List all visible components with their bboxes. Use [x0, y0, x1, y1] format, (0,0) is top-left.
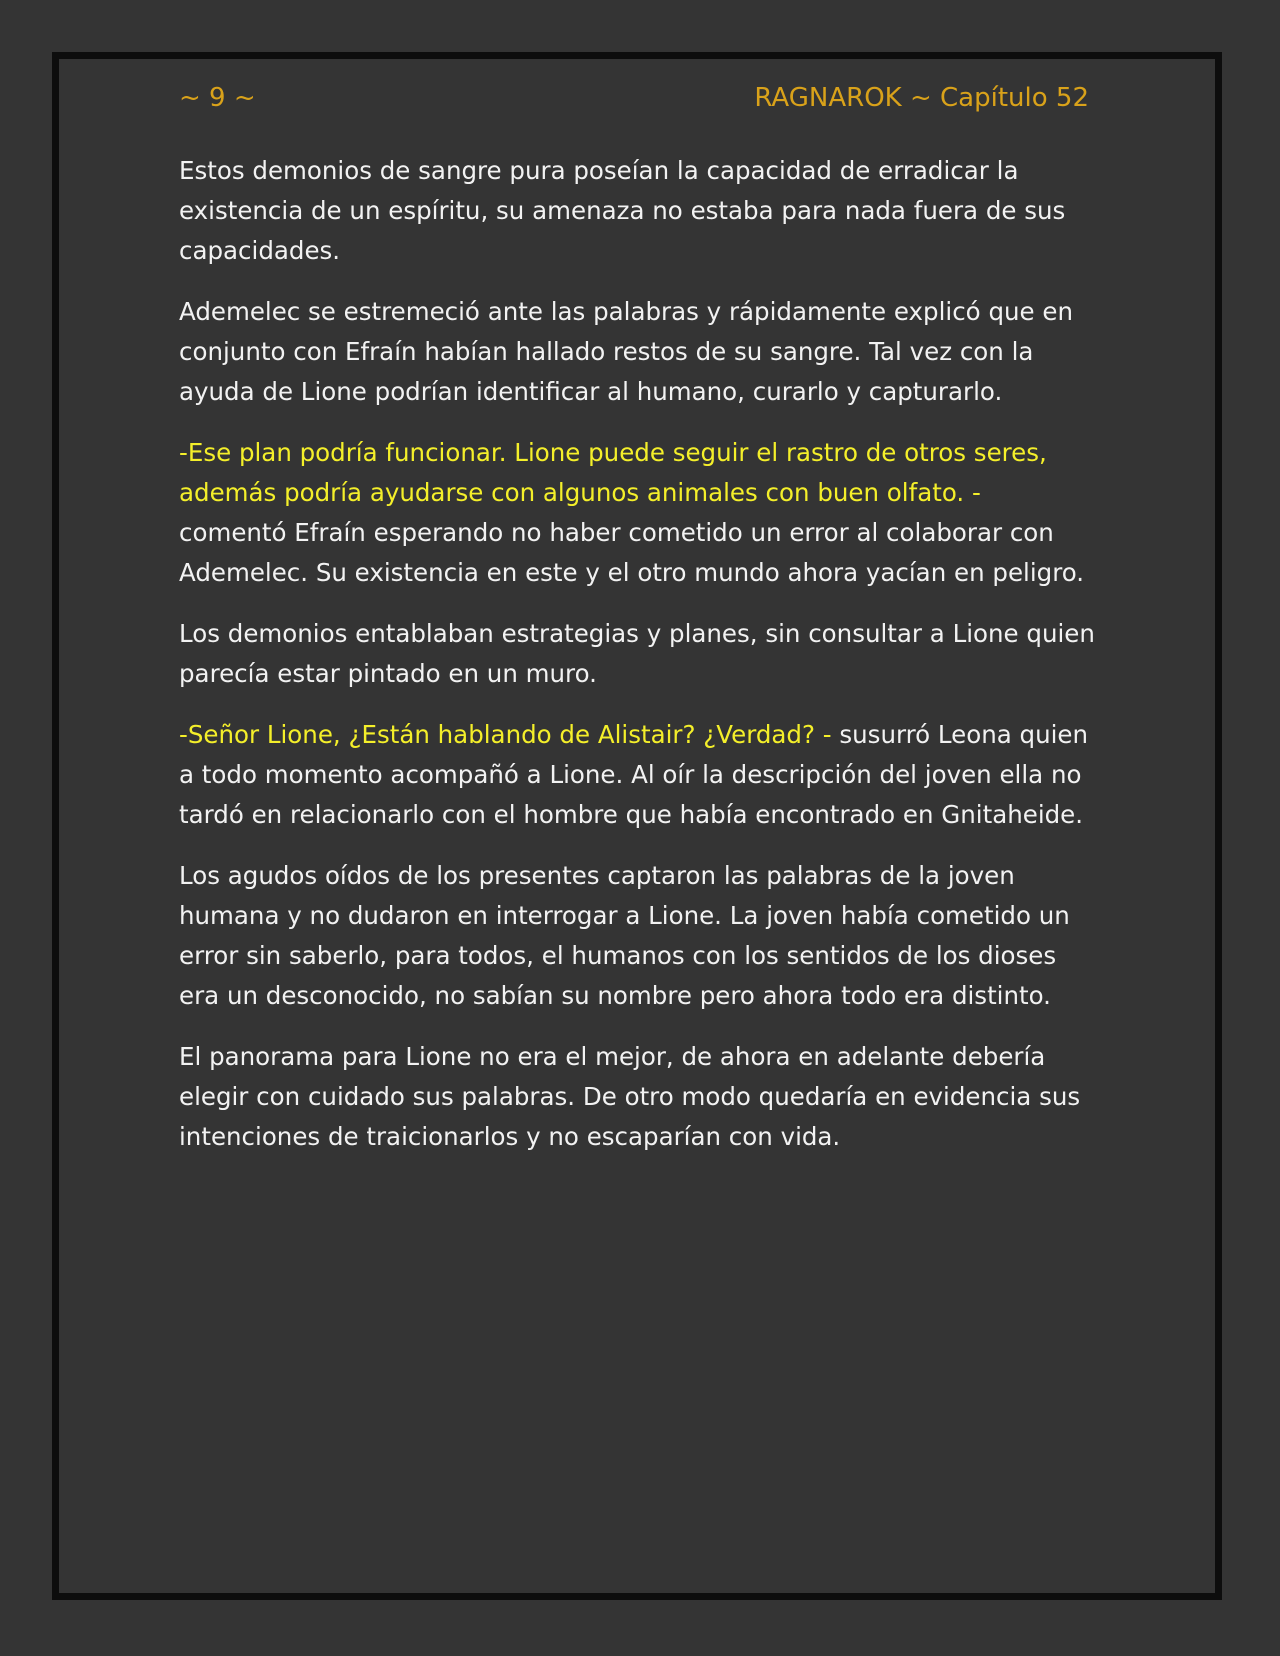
paragraph [179, 1037, 1095, 1157]
paragraph [179, 433, 1095, 593]
paragraph [179, 856, 1095, 1016]
dialogue-text: -Señor Lione, ¿Están hablando de Alistair? ¿Verdad? - [179, 720, 832, 749]
narration-text: Los demonios entablaban estrategias y planes, sin consultar a Lione quien parecía estar pintado en un muro. [179, 619, 1095, 688]
page-frame [52, 52, 1222, 1600]
paragraph [179, 151, 1095, 271]
paragraph [179, 715, 1095, 835]
page-number: ~ 9 ~ [179, 83, 256, 113]
narration-text: El panorama para Lione no era el mejor, de ahora en adelante debería elegir con cuidado sus palabras. De otro modo quedaría en evidencia sus intenciones de traicionarlos y no escaparían con vida. [179, 1042, 1081, 1151]
body-text [179, 151, 1095, 1178]
paragraph [179, 614, 1095, 694]
narration-text: Estos demonios de sangre pura poseían la capacidad de erradicar la existencia de un espíritu, su amenaza no estaba para nada fuera de sus capacidades. [179, 156, 1066, 265]
narration-text: Ademelec se estremeció ante las palabras y rápidamente explicó que en conjunto con Efraín habían hallado restos de su sangre. Tal vez con la ayuda de Lione podrían identificar al humano, curarlo y capturarlo. [179, 297, 1073, 406]
dialogue-text: -Ese plan podría funcionar. Lione puede seguir el rastro de otros seres, además podría ayudarse con algunos animales con buen olfato. - [179, 438, 1047, 507]
page-header [179, 83, 1089, 123]
narration-text: comentó Efraín esperando no haber cometido un error al colaborar con Ademelec. Su existencia en este y el otro mundo ahora yacían en peligro. [179, 518, 1085, 587]
chapter-title: RAGNAROK ~ Capítulo 52 [754, 83, 1089, 113]
narration-text: Los agudos oídos de los presentes captaron las palabras de la joven humana y no dudaron en interrogar a Lione. La joven había cometido un error sin saberlo, para todos, el humanos con los sentidos de los dioses era un desconocido, no sabían su nombre pero ahora todo era distinto. [179, 861, 1070, 1010]
paragraph [179, 292, 1095, 412]
narration-text: susurró Leona quien a todo momento acompañó a Lione. Al oír la descripción del joven ella no tardó en relacionarlo con el hombre que había encontrado en Gnitaheide. [179, 720, 1089, 829]
